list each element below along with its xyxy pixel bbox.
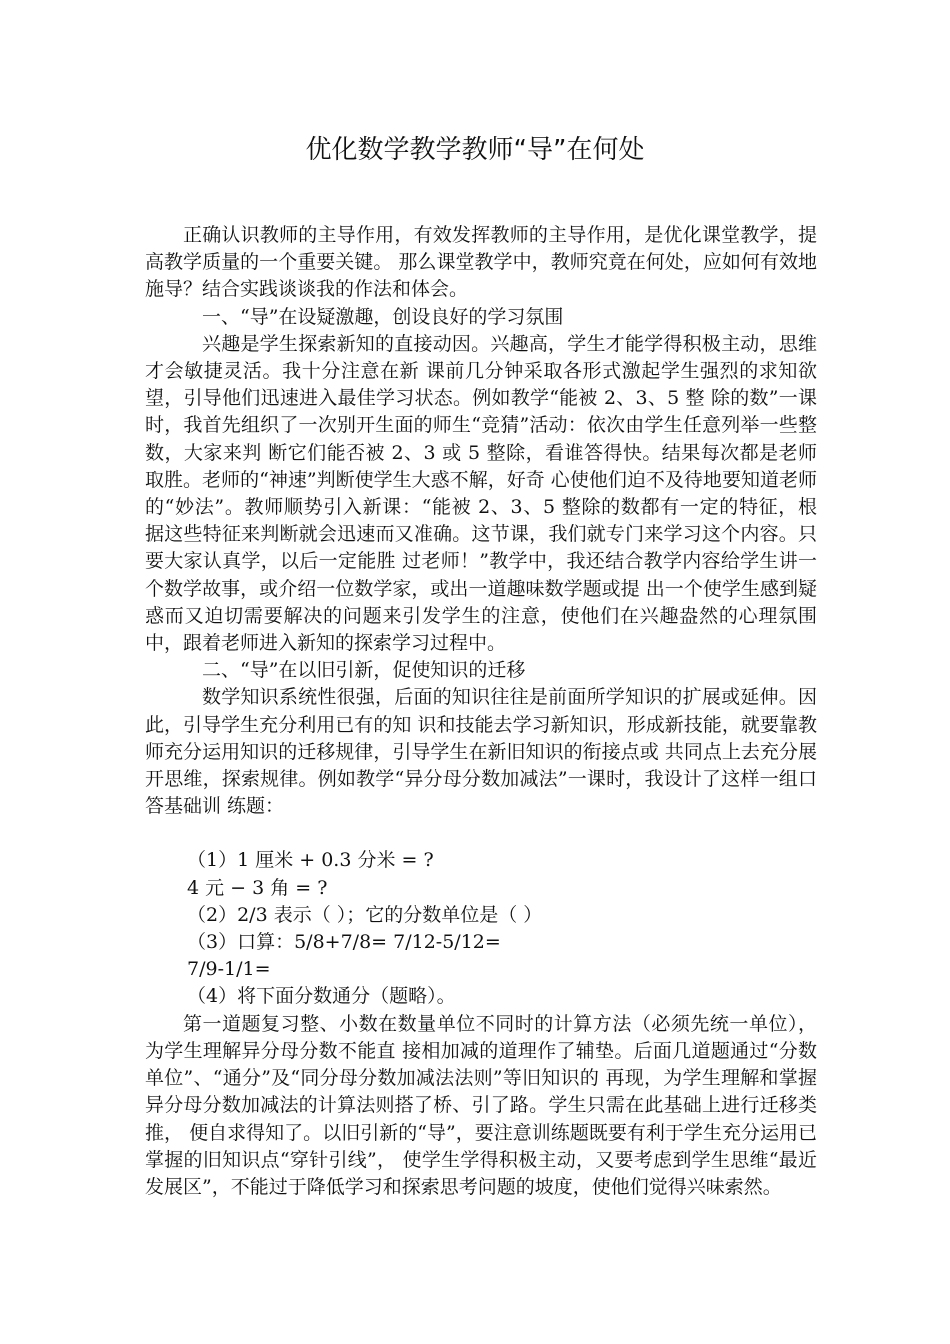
article-body — [145, 222, 817, 1201]
exercise-line: （1）1 厘米 + 0.3 分米 = ? — [187, 849, 434, 872]
exercise-line: 4 元 − 3 角 = ? — [187, 876, 328, 899]
exercise-line: （3）口算：5/8+7/8= 7/12-5/12= — [187, 931, 501, 954]
exercise-line: （4）将下面分数通分（题略）。 — [187, 985, 456, 1008]
closing-paragraph: 第一道题复习整、小数在数量单位不同时的计算方法（必须先统一单位），为学生理解异分母分数不能直 接相加减的道理作了辅垫。后面几道题通过“分数单位”、“通分”及“同分母分数加减法法则”等旧知识的 再现，为学生理解和掌握异分母分数加减法的计算法则搭了桥、引了路。学生只需在此基础上进行迁移类推， 便自求得知了。以旧引新的“导”，要注意训练题既要有利于学生充分运用已掌握的旧知识点“穿针引线”， 使学生学得积极主动，又要考虑到学生思维“最近发展区”，不能过于降低学习和探索思考问题的坡度，使他们觉得兴味索然。 — [145, 1012, 817, 1198]
section-1-heading: 一、“导”在设疑激趣，创设良好的学习氛围 — [202, 305, 564, 328]
section-2-heading: 二、“导”在以旧引新，促使知识的迁移 — [202, 659, 526, 682]
exercise-line: （2）2/3 表示（ ）；它的分数单位是（ ） — [187, 903, 543, 926]
blank-line — [145, 820, 817, 847]
section-1-paragraph: 兴趣是学生探索新知的直接动因。兴趣高，学生才能学得积极主动，思维才会敏捷灵活。我十分注意在新 课前几分钟采取各形式激起学生强烈的求知欲望，引导他们迅速进入最佳学习状态。例如教学“能被 2、3、5 整 除的数”一课时，我首先组织了一次别开生面的师生“竞猜”活动：依次由学生任意列举一些整数，大家来判 断它们能否被 2、3 或 5 整除，看谁答得快。结果每次都是老师取胜。老师的“神速”判断使学生大惑不解，好奇 心使他们迫不及待地要知道老师的“妙法”。教师顺势引入新课：“能被 2、3、5 整除的数都有一定的特征，根 据这些特征来判断就会迅速而又准确。这节课，我们就专门来学习这个内容。只要大家认真学，以后一定能胜 过老师！”教学中，我还结合教学内容给学生讲一个数学故事，或介绍一位数学家，或出一道趣味数学题或提 出一个使学生感到疑惑而又迫切需要解决的问题来引发学生的注意，使他们在兴趣盎然的心理氛围中，跟着老师进入新知的探索学习过程中。 — [145, 332, 817, 655]
intro-paragraph: 正确认识教师的主导作用，有效发挥教师的主导作用，是优化课堂教学，提高教学质量的一个重要关键。 那么课堂教学中，教师究竟在何处，应如何有效地施导？结合实践谈谈我的作法和体会。 — [145, 224, 817, 301]
exercise-list — [145, 847, 817, 1010]
page-title: 优化数学教学教师“导”在何处 — [305, 135, 645, 165]
section-2-paragraph: 数学知识系统性很强，后面的知识往往是前面所学知识的扩展或延伸。因此，引导学生充分利用已有的知 识和技能去学习新知识，形成新技能，就要靠教师充分运用知识的迁移规律，引导学生在新旧知识的衔接点或 共同点上去充分展开思维，探索规律。例如教学“异分母分数加减法”一课时，我设计了这样一组口答基础训 练题： — [145, 686, 817, 818]
exercise-line: 7/9-1/1= — [187, 958, 271, 981]
